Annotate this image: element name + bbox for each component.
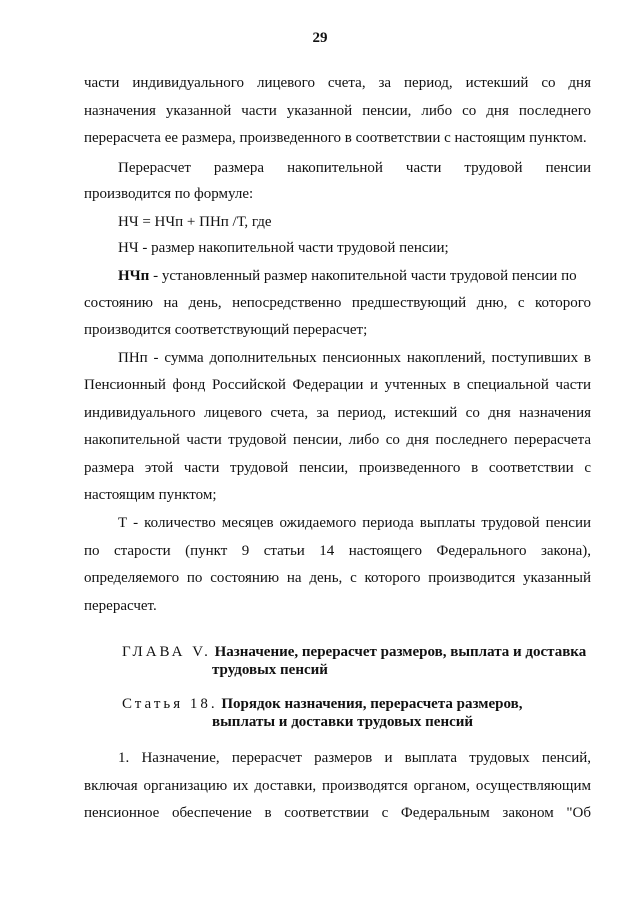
article-title: Порядок назначения, перерасчета размеров, [221,696,523,712]
text-line: Т - количество месяцев ожидаемого периода выплаты трудовой пенсии [118,515,591,531]
chapter-heading [122,642,586,662]
text-line: производится соответствующий перерасчет; [84,322,368,338]
text-line: индивидуального лицевого счета, за период, истекший со дня назначения [84,405,591,421]
text-line: НЧ - размер накопительной части трудовой пенсии; [118,240,449,256]
chapter-label: ГЛАВА V. [122,644,211,660]
formula: НЧ = НЧп + ПНп /Т, где [118,214,272,230]
text-line: определяемого по состоянию на день, с которого производится указанный [84,570,591,586]
article-heading [122,694,522,714]
text-line: перерасчет. [84,598,157,614]
text-line: 1. Назначение, перерасчет размеров и выплата трудовых пенсий, [118,750,591,766]
article-title-continued: выплаты и доставки трудовых пенсий [212,714,474,730]
text-line: пенсионное обеспечение в соответствии с Федеральным законом "Об [84,805,591,821]
text-line: Перерасчет размера накопительной части трудовой пенсии [118,160,591,176]
text-line: размера этой части трудовой пенсии, произведенного в соответствии с [84,460,591,476]
text-line: настоящим пунктом; [84,487,217,503]
text-line: ПНп - сумма дополнительных пенсионных накоплений, поступивших в [118,350,591,366]
article-label: Статья 18. [122,696,218,712]
page-number: 29 [312,30,328,46]
text-line: накопительной части трудовой пенсии, либо со дня последнего перерасчета [84,432,591,448]
chapter-title-continued: трудовых пенсий [212,662,328,678]
definition-term: НЧп [118,268,150,284]
text-line: состоянию на день, непосредственно предшествующий дню, с которого [84,295,591,311]
definition-text: - установленный размер накопительной части трудовой пенсии по [153,268,577,284]
text-line: по старости (пункт 9 статьи 14 настоящего Федерального закона), [84,543,591,559]
text-line: Пенсионный фонд Российской Федерации и учтенных в специальной части [84,377,591,393]
text-line: назначения указанной части указанной пенсии, либо со дня последнего [84,103,591,119]
text-line: производится по формуле: [84,186,254,202]
definition-line [118,266,591,286]
text-line: части индивидуального лицевого счета, за период, истекший со дня [84,75,591,91]
chapter-title: Назначение, перерасчет размеров, выплата и доставка [214,644,587,660]
text-line: включая организацию их доставки, производятся органом, осуществляющим [84,778,591,794]
text-line: перерасчета ее размера, произведенного в соответствии с настоящим пунктом. [84,130,587,146]
